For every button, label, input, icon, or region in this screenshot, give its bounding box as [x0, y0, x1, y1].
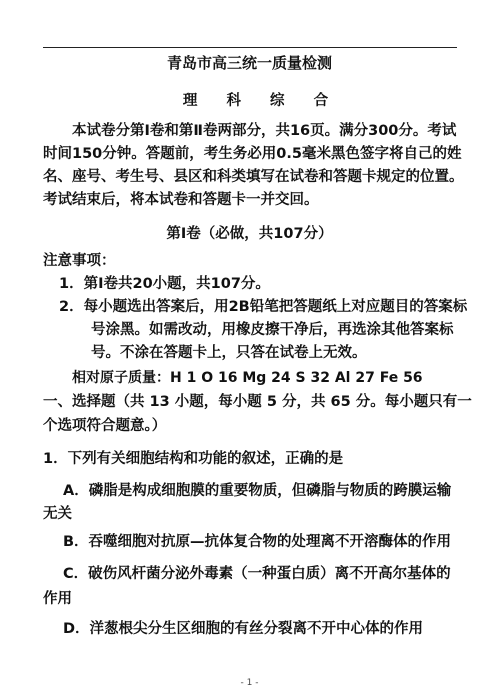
note-item-1: 1．第Ⅰ卷共20小题，共107分。	[59, 276, 270, 292]
header-rule	[43, 47, 457, 48]
subject-title: 理 科 综 合	[182, 93, 341, 109]
option-a-line-2: 无关	[43, 506, 72, 522]
notes-heading: 注意事项：	[43, 253, 116, 269]
exam-title: 青岛市高三统一质量检测	[166, 54, 332, 72]
part-heading-line-2: 个选项符合题意。）	[43, 418, 167, 434]
option-c-line-2: 作用	[43, 591, 72, 607]
question-stem: 1．下列有关细胞结构和功能的叙述，正确的是	[43, 451, 344, 467]
atomic-masses: 相对原子质量：H 1 O 16 Mg 24 S 32 Al 27 Fe 56	[72, 370, 423, 386]
section-title: 第Ⅰ卷（必做，共107分）	[166, 226, 333, 242]
part-heading-line-1: 一、选择题（共 13 小题，每小题 5 分，共 65 分。每小题只有一	[43, 394, 472, 410]
note-item-2-cont-2: 号。不涂在答题卡上，只答在试卷上无效。	[91, 345, 367, 361]
note-item-2: 2．每小题选出答案后，用2B铅笔把答题纸上对应题目的答案标	[59, 299, 468, 315]
option-a-line-1: A．磷脂是构成细胞膜的重要物质，但磷脂与物质的跨膜运输	[63, 483, 452, 499]
intro-line-2: 时间150分钟。答题前，考生务必用0.5毫米黑色签字将自己的姓	[43, 146, 462, 162]
option-c-line-1: C．破伤风杆菌分泌外毒素（一种蛋白质）离不开高尔基体的	[63, 566, 451, 582]
intro-line-1: 本试卷分第Ⅰ卷和第Ⅱ卷两部分，共16页。满分300分。考试	[72, 123, 457, 139]
option-d: D．洋葱根尖分生区细胞的有丝分裂离不开中心体的作用	[63, 621, 424, 637]
intro-line-4: 考试结束后，将本试卷和答题卡一并交回。	[43, 192, 319, 208]
intro-line-3: 名、座号、考生号、县区和科类填写在试卷和答题卡规定的位置。	[43, 169, 464, 185]
note-item-2-cont-1: 号涂黑。如需改动，用橡皮擦干净后，再选涂其他答案标	[91, 322, 454, 338]
option-b: B．吞噬细胞对抗原—抗体复合物的处理离不开溶酶体的作用	[63, 534, 452, 550]
page-number: - 1 -	[240, 678, 259, 688]
